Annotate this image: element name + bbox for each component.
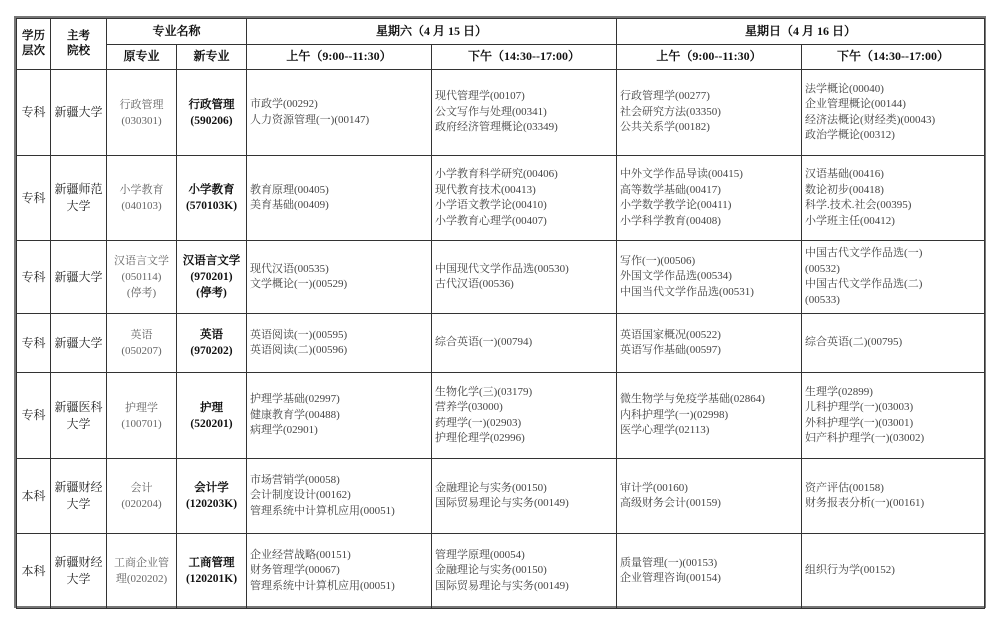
sat-pm-courses xyxy=(432,70,617,156)
sun-am-line: 英语国家概况(00522) xyxy=(620,328,721,341)
sat-am-line: 会计制度设计(00162) xyxy=(250,489,351,502)
old-major-line: 工商企业管 xyxy=(114,557,169,569)
sun-am-line: 中国当代文学作品选(00531) xyxy=(620,285,754,298)
sat-am-courses xyxy=(247,70,432,156)
header-level-line: 层次 xyxy=(22,45,45,57)
header-major-name: 专业名称 xyxy=(107,19,247,45)
sat-pm-line: 政府经济管理概论(03349) xyxy=(435,121,558,134)
new-major-line: 英语 xyxy=(200,329,223,341)
old-major-line: 护理学 xyxy=(125,401,158,414)
sun-am-line: 微生物学与免疫学基础(02864) xyxy=(620,393,765,406)
sat-pm-line: 药理学(一)(02903) xyxy=(435,416,522,429)
new-major-line: (520201) xyxy=(190,417,233,430)
exam-schedule-table xyxy=(16,18,985,609)
sun-pm-line: 财务报表分析(一)(00161) xyxy=(805,497,925,509)
table-row xyxy=(17,459,985,534)
sun-am-line: 高级财务会计(00159) xyxy=(620,497,721,509)
school-cell xyxy=(51,156,107,241)
sun-am-courses xyxy=(617,70,802,156)
sun-am-line: 审计学(00160) xyxy=(620,481,688,494)
new-major-cell xyxy=(177,459,247,534)
old-major-line: (停考) xyxy=(126,287,157,299)
sat-pm-courses xyxy=(432,241,617,314)
sat-pm-line: 国际贸易理论与实务(00149) xyxy=(435,579,569,592)
sat-pm-line: 公文写作与处理(00341) xyxy=(435,105,547,118)
level-cell xyxy=(17,459,51,534)
sun-pm-line: 综合英语(二)(00795) xyxy=(805,336,903,349)
sat-am-courses xyxy=(247,373,432,459)
header-old-major: 原专业 xyxy=(107,45,177,70)
sat-am-line: 英语阅读(一)(00595) xyxy=(250,328,348,341)
sat-am-line: 文学概论(一)(00529) xyxy=(250,278,348,290)
level-cell xyxy=(17,241,51,314)
sun-am-line: 质量管理(一)(00153) xyxy=(620,556,718,569)
old-major-line: (020204) xyxy=(121,498,162,510)
sun-am-courses xyxy=(617,314,802,373)
sun-am-line: 中外文学作品导读(00415) xyxy=(620,168,743,180)
sat-am-line: 管理系统中计算机应用(00051) xyxy=(250,579,395,592)
school-cell xyxy=(51,314,107,373)
school-line: 新疆大学 xyxy=(54,269,103,284)
old-major-cell xyxy=(107,459,177,534)
sat-pm-line: 小学语文教学论(00410) xyxy=(435,199,547,211)
sun-pm-courses xyxy=(802,70,985,156)
sun-pm-line: 企业管理概论(00144) xyxy=(805,98,906,110)
sat-am-line: 企业经营战略(00151) xyxy=(250,548,351,561)
sun-am-line: 小学数学教学论(00411) xyxy=(620,199,732,211)
school-line: 新疆财经 xyxy=(54,555,103,569)
header-saturday: 星期六（4 月 15 日） xyxy=(247,19,617,45)
school-cell xyxy=(51,459,107,534)
header-sun-pm: 下午（14:30--17:00） xyxy=(802,45,985,70)
sat-pm-line: 小学教育心理学(00407) xyxy=(435,214,547,227)
old-major-cell xyxy=(107,70,177,156)
new-major-line: 行政管理 xyxy=(188,98,235,111)
sat-pm-line: 管理学原理(00054) xyxy=(435,548,525,561)
old-major-cell xyxy=(107,534,177,609)
old-major-line: (030301) xyxy=(121,114,162,127)
sun-am-line: 企业管理咨询(00154) xyxy=(620,572,721,584)
sun-am-line: 行政管理学(00277) xyxy=(620,90,710,103)
old-major-cell xyxy=(107,373,177,459)
new-major-cell xyxy=(177,534,247,609)
school-line: 大学 xyxy=(66,572,91,586)
level-cell xyxy=(17,314,51,373)
sun-am-line: 高等数学基础(00417) xyxy=(620,183,721,196)
exam-schedule-frame xyxy=(14,16,986,608)
header-level-line: 学历 xyxy=(22,30,45,42)
sun-am-line: 英语写作基础(00597) xyxy=(620,344,721,356)
sun-pm-line: 数论初步(00418) xyxy=(805,183,884,196)
level-text: 本科 xyxy=(21,488,46,503)
sun-am-courses xyxy=(617,373,802,459)
old-major-cell xyxy=(107,241,177,314)
sun-am-line: 医学心理学(02113) xyxy=(620,424,710,437)
sun-am-courses xyxy=(617,156,802,241)
sat-pm-courses xyxy=(432,314,617,373)
new-major-cell xyxy=(177,373,247,459)
new-major-cell xyxy=(177,70,247,156)
table-row xyxy=(17,241,985,314)
new-major-line: (970201) xyxy=(190,271,233,283)
sat-am-courses xyxy=(247,459,432,534)
new-major-line: 汉语言文学 xyxy=(182,255,241,267)
sat-pm-line: 小学教育科学研究(00406) xyxy=(435,168,558,180)
sat-am-line: 英语阅读(二)(00596) xyxy=(250,344,348,356)
sun-pm-line: 资产评估(00158) xyxy=(805,481,884,494)
school-line: 新疆大学 xyxy=(54,335,103,350)
new-major-line: 护理 xyxy=(200,401,223,414)
sun-am-line: 写作(一)(00506) xyxy=(620,254,696,267)
school-line: 大学 xyxy=(66,497,91,511)
old-major-line: (050114) xyxy=(121,271,162,283)
school-line: 新疆医科 xyxy=(54,399,103,414)
sat-pm-line: 护理伦理学(02996) xyxy=(435,432,525,444)
sat-pm-line: 中国现代文学作品选(00530) xyxy=(435,262,569,275)
sat-pm-courses xyxy=(432,156,617,241)
header-school-line: 院校 xyxy=(67,45,90,57)
sat-am-line: 现代汉语(00535) xyxy=(250,262,329,275)
level-cell xyxy=(17,70,51,156)
sun-pm-line: 法学概论(00040) xyxy=(805,82,884,95)
sun-am-courses xyxy=(617,534,802,609)
sun-am-line: 社会研究方法(03350) xyxy=(620,105,721,118)
new-major-line: 工商管理 xyxy=(188,557,235,569)
sat-am-line: 病理学(02901) xyxy=(250,424,318,437)
header-new-major: 新专业 xyxy=(177,45,247,70)
new-major-line: (停考) xyxy=(196,287,227,299)
sat-pm-line: 国际贸易理论与实务(00149) xyxy=(435,497,569,509)
old-major-line: (040103) xyxy=(121,200,162,212)
header-school xyxy=(51,19,107,70)
sun-pm-line: 科学.技术.社会(00395) xyxy=(805,199,912,211)
sat-pm-line: 古代汉语(00536) xyxy=(435,278,514,290)
sun-pm-line: (00533) xyxy=(805,293,840,306)
school-line: 新疆师范 xyxy=(54,182,103,196)
old-major-line: 英语 xyxy=(130,329,153,341)
sat-pm-line: 金融理论与实务(00150) xyxy=(435,481,547,494)
sat-pm-line: 生物化学(三)(03179) xyxy=(435,385,533,398)
sun-pm-line: 生理学(02899) xyxy=(805,385,873,398)
sat-am-courses xyxy=(247,534,432,609)
sun-am-courses xyxy=(617,241,802,314)
sat-pm-line: 现代管理学(00107) xyxy=(435,90,525,103)
table-row xyxy=(17,314,985,373)
sat-pm-line: 金融理论与实务(00150) xyxy=(435,564,547,577)
old-major-line: (100701) xyxy=(121,417,162,430)
level-text: 专科 xyxy=(21,335,46,350)
sun-pm-line: 中国古代文学作品选(一) xyxy=(805,247,923,259)
new-major-line: (590206) xyxy=(190,114,233,127)
sun-pm-courses xyxy=(802,314,985,373)
new-major-cell xyxy=(177,241,247,314)
header-sunday: 星期日（4 月 16 日） xyxy=(617,19,985,45)
header-sat-am: 上午（9:00--11:30） xyxy=(247,45,432,70)
sun-pm-courses xyxy=(802,156,985,241)
sat-am-line: 市政学(00292) xyxy=(250,98,318,110)
sat-am-line: 健康教育学(00488) xyxy=(250,408,340,421)
sun-pm-line: 中国古代文学作品选(二) xyxy=(805,278,923,290)
header-row-2 xyxy=(17,45,985,70)
new-major-line: 会计学 xyxy=(194,482,229,494)
sun-pm-courses xyxy=(802,534,985,609)
sat-am-line: 人力资源管理(一)(00147) xyxy=(250,113,370,126)
sun-pm-line: 妇产科护理学(一)(03002) xyxy=(805,432,925,444)
sun-pm-line: 汉语基础(00416) xyxy=(805,168,884,180)
level-cell xyxy=(17,373,51,459)
old-major-line: (050207) xyxy=(121,345,162,357)
header-sat-pm: 下午（14:30--17:00） xyxy=(432,45,617,70)
table-row xyxy=(17,373,985,459)
table-row xyxy=(17,534,985,609)
sat-am-courses xyxy=(247,314,432,373)
sat-am-courses xyxy=(247,241,432,314)
school-cell xyxy=(51,373,107,459)
sat-pm-courses xyxy=(432,373,617,459)
school-cell xyxy=(51,534,107,609)
sun-am-courses xyxy=(617,459,802,534)
sat-pm-courses xyxy=(432,459,617,534)
sat-am-line: 财务管理学(00067) xyxy=(250,564,340,577)
sun-pm-line: 经济法概论(财经类)(00043) xyxy=(805,113,936,126)
new-major-cell xyxy=(177,314,247,373)
school-line: 新疆财经 xyxy=(54,480,103,494)
school-line: 大学 xyxy=(66,416,91,431)
sun-pm-line: (00532) xyxy=(805,262,840,275)
table-row xyxy=(17,156,985,241)
old-major-cell xyxy=(107,156,177,241)
sat-pm-line: 营养学(03000) xyxy=(435,401,503,413)
sun-pm-courses xyxy=(802,241,985,314)
sun-am-line: 公共关系学(00182) xyxy=(620,121,710,134)
new-major-line: (120203K) xyxy=(185,498,238,510)
header-level xyxy=(17,19,51,70)
sun-pm-line: 组织行为学(00152) xyxy=(805,564,895,577)
sat-am-line: 教育原理(00405) xyxy=(250,183,329,196)
sat-am-line: 护理学基础(02997) xyxy=(250,393,340,406)
sat-pm-line: 现代教育技术(00413) xyxy=(435,183,536,196)
sat-am-line: 管理系统中计算机应用(00051) xyxy=(250,504,395,517)
sat-am-line: 美育基础(00409) xyxy=(250,199,329,211)
table-row xyxy=(17,70,985,156)
school-cell xyxy=(51,70,107,156)
level-text: 专科 xyxy=(21,190,46,205)
sat-pm-courses xyxy=(432,534,617,609)
new-major-cell xyxy=(177,156,247,241)
sat-pm-line: 综合英语(一)(00794) xyxy=(435,336,533,349)
sun-am-line: 内科护理学(一)(02998) xyxy=(620,408,729,421)
sun-pm-courses xyxy=(802,373,985,459)
old-major-line: 理(020202) xyxy=(115,573,168,585)
sun-pm-line: 政治学概论(00312) xyxy=(805,129,895,141)
new-major-line: (120201K) xyxy=(185,573,238,585)
level-text: 本科 xyxy=(21,563,46,578)
old-major-cell xyxy=(107,314,177,373)
old-major-line: 小学教育 xyxy=(119,184,164,196)
old-major-line: 行政管理 xyxy=(119,98,164,111)
header-row-1 xyxy=(17,19,985,45)
header-school-line: 主考 xyxy=(67,30,90,42)
level-cell xyxy=(17,534,51,609)
old-major-line: 汉语言文学 xyxy=(114,255,169,267)
sun-pm-line: 儿科护理学(一)(03003) xyxy=(805,401,914,413)
sun-pm-courses xyxy=(802,459,985,534)
level-text: 专科 xyxy=(21,105,46,119)
new-major-line: 小学教育 xyxy=(188,184,235,196)
level-cell xyxy=(17,156,51,241)
sun-pm-line: 外科护理学(一)(03001) xyxy=(805,416,914,429)
old-major-line: 会计 xyxy=(130,482,153,494)
sat-am-courses xyxy=(247,156,432,241)
sun-pm-line: 小学班主任(00412) xyxy=(805,214,895,227)
level-text: 专科 xyxy=(21,408,46,422)
school-line: 新疆大学 xyxy=(54,105,103,119)
school-line: 大学 xyxy=(66,199,91,213)
sun-am-line: 小学科学教育(00408) xyxy=(620,214,721,227)
header-sun-am: 上午（9:00--11:30） xyxy=(617,45,802,70)
sat-am-line: 市场营销学(00058) xyxy=(250,473,340,486)
school-cell xyxy=(51,241,107,314)
new-major-line: (570103K) xyxy=(185,200,238,212)
new-major-line: (970202) xyxy=(190,345,233,357)
sun-am-line: 外国文学作品选(00534) xyxy=(620,270,732,283)
level-text: 专科 xyxy=(21,269,46,284)
